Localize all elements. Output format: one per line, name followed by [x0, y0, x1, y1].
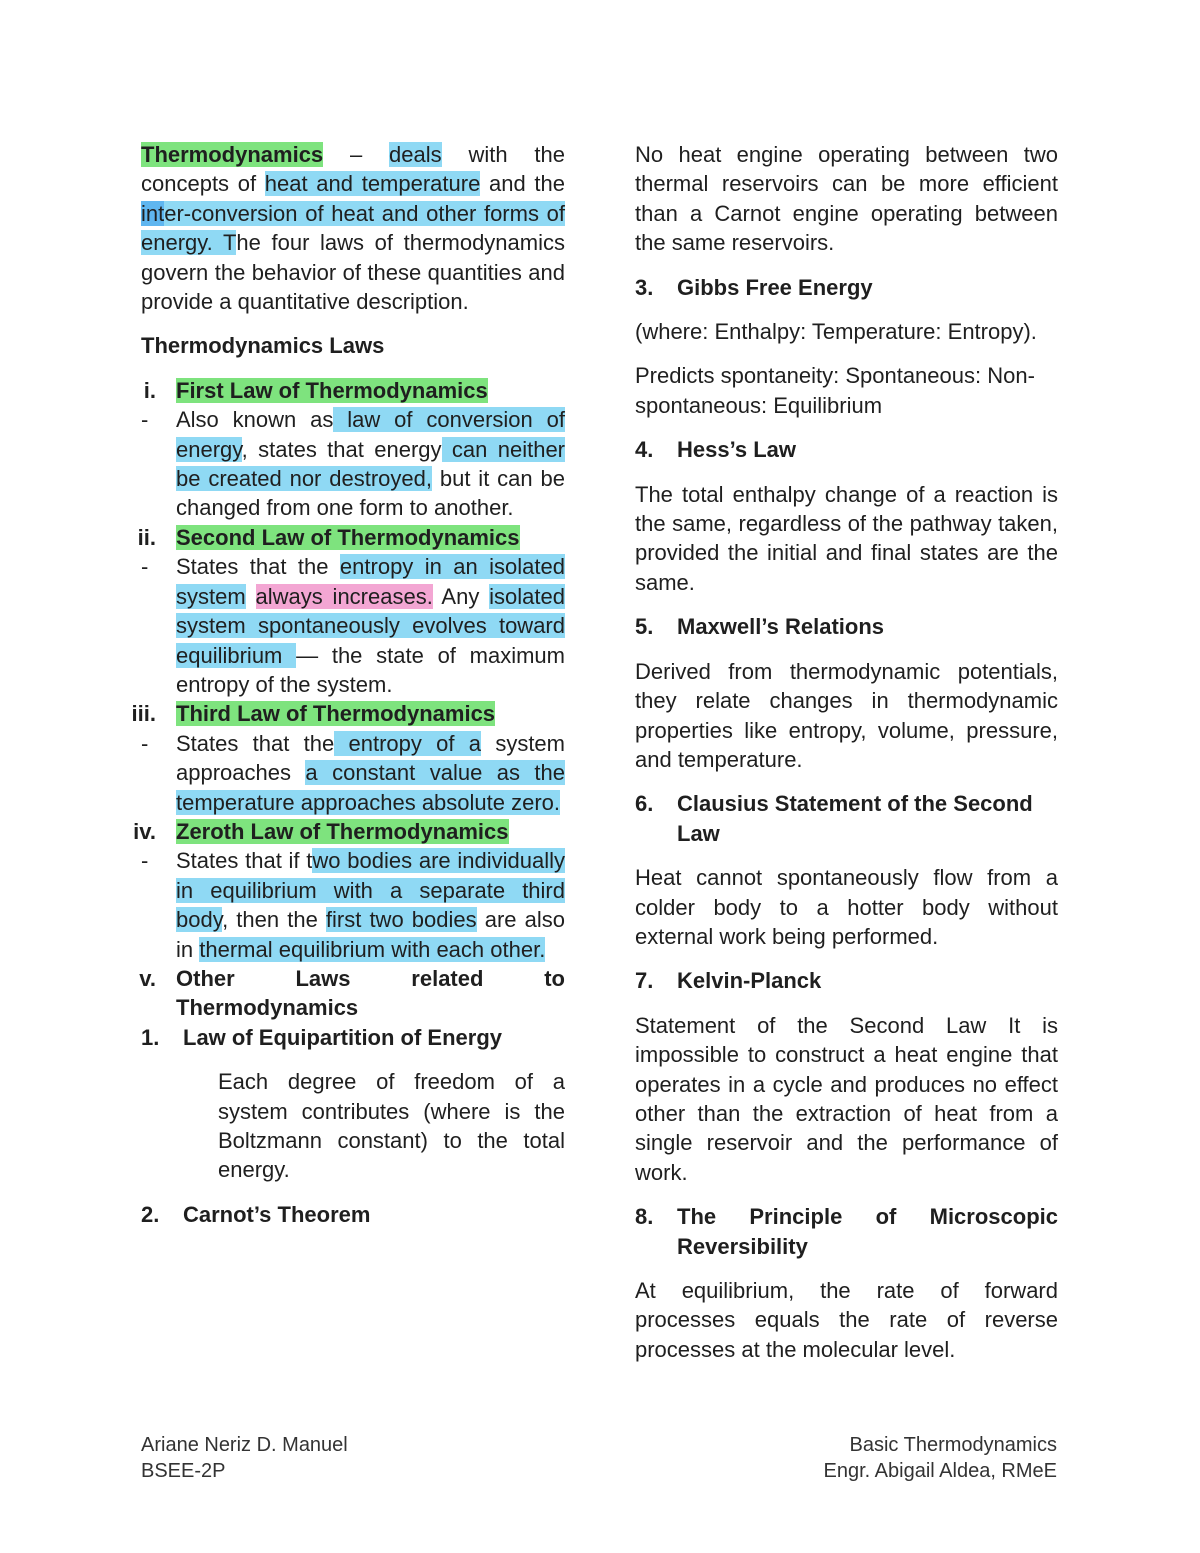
law-second-desc: - States that the entropy in an isolated system always increases. Any isolated system spontaneously evolves toward equilibrium — the state of maximum entropy of the system.	[141, 554, 565, 697]
item-kelvin-text: Statement of the Second Law It is impossible to construct a heat engine that operates in a cycle and produces no effect other than the extraction of heat from a single reservoir and the performance of work.	[635, 1012, 1058, 1185]
law-first-desc: - Also known as law of conversion of energy, states that energy can neither be created nor destroyed, but it can be changed from one form to another.	[141, 407, 566, 521]
item-equipartition-text: Each degree of freedom of a system contributes (where is the Boltzmann constant) to the total energy.	[218, 1069, 565, 1183]
left-column	[131, 140, 566, 1229]
intro-paragraph: Thermodynamics – deals with the concepts of heat and temperature and the inter-conversion of heat and other forms of energy. The four laws of thermodynamics govern the behavior of these quantities and provide a quantitative description.	[141, 142, 565, 315]
law-first: i. First Law of Thermodynamics	[143, 377, 488, 403]
law-title: Second Law of Thermodynamics	[176, 524, 520, 550]
law-title: Zeroth Law of Thermodynamics	[176, 818, 509, 844]
course-name: Basic Thermodynamics	[849, 1434, 1057, 1456]
item-equipartition-title: 1. Law of Equipartition of Energy	[141, 1024, 502, 1050]
item-reversibility-title: 8. The Principle of Microscopic Reversibility	[635, 1204, 1058, 1259]
law-title: First Law of Thermodynamics	[176, 377, 488, 403]
item-reversibility-text: At equilibrium, the rate of forward processes equals the rate of reverse processes at the molecular level.	[635, 1278, 1058, 1362]
law-title: Third Law of Thermodynamics	[176, 701, 496, 727]
law-zeroth-desc: - States that if two bodies are individually in equilibrium with a separate third body, then the first two bodies are also in thermal equilibrium with each other.	[141, 848, 565, 962]
item-carnot-title: 2. Carnot’s Theorem	[141, 1201, 371, 1227]
item-clausius-text: Heat cannot spontaneously flow from a colder body to a hotter body without external work being performed.	[635, 865, 1058, 949]
item-clausius-title: 6. Clausius Statement of the Second Law	[635, 791, 1033, 846]
author-section: BSEE-2P	[141, 1460, 226, 1482]
instructor-name: Engr. Abigail Aldea, RMeE	[823, 1460, 1057, 1482]
term-thermodynamics: Thermodynamics	[141, 142, 324, 167]
law-other: v. Other Laws related to Thermodynamics	[141, 964, 565, 1023]
item-maxwell-text: Derived from thermodynamic potentials, they relate changes in thermodynamic properties like entropy, volume, pressure, and temperature.	[635, 658, 1058, 772]
item-hess-text: The total enthalpy change of a reaction is the same, regardless of the pathway taken, provided the initial and final states are the same.	[635, 481, 1058, 595]
item-hess-title: 4. Hess’s Law	[635, 437, 797, 463]
author-name: Ariane Neriz D. Manuel	[141, 1434, 348, 1456]
footer-left	[141, 1432, 348, 1484]
law-zeroth: iv. Zeroth Law of Thermodynamics	[133, 818, 509, 844]
laws-heading: Thermodynamics Laws	[141, 333, 385, 359]
item-gibbs-text2: Predicts spontaneity: Spontaneous: Non-spontaneous: Equilibrium	[635, 363, 1035, 418]
law-title: Other Laws related to Thermodynamics	[176, 965, 565, 1021]
law-second: ii. Second Law of Thermodynamics	[137, 524, 520, 550]
right-column	[635, 140, 1058, 1364]
item-kelvin-title: 7. Kelvin-Planck	[635, 968, 822, 994]
law-third-desc: - States that the entropy of a system approaches a constant value as the temperature approaches absolute zero.	[141, 730, 565, 815]
law-third: iii. Third Law of Thermodynamics	[131, 701, 496, 727]
item-gibbs-title: 3. Gibbs Free Energy	[635, 274, 873, 300]
footer-right	[824, 1432, 1057, 1484]
item-maxwell-title: 5. Maxwell’s Relations	[635, 614, 885, 640]
item-carnot-text: No heat engine operating between two thermal reservoirs can be more efficient than a Carnot engine operating between the same reservoirs.	[635, 142, 1058, 256]
item-gibbs-text: (where: Enthalpy: Temperature: Entropy).	[635, 319, 1037, 345]
